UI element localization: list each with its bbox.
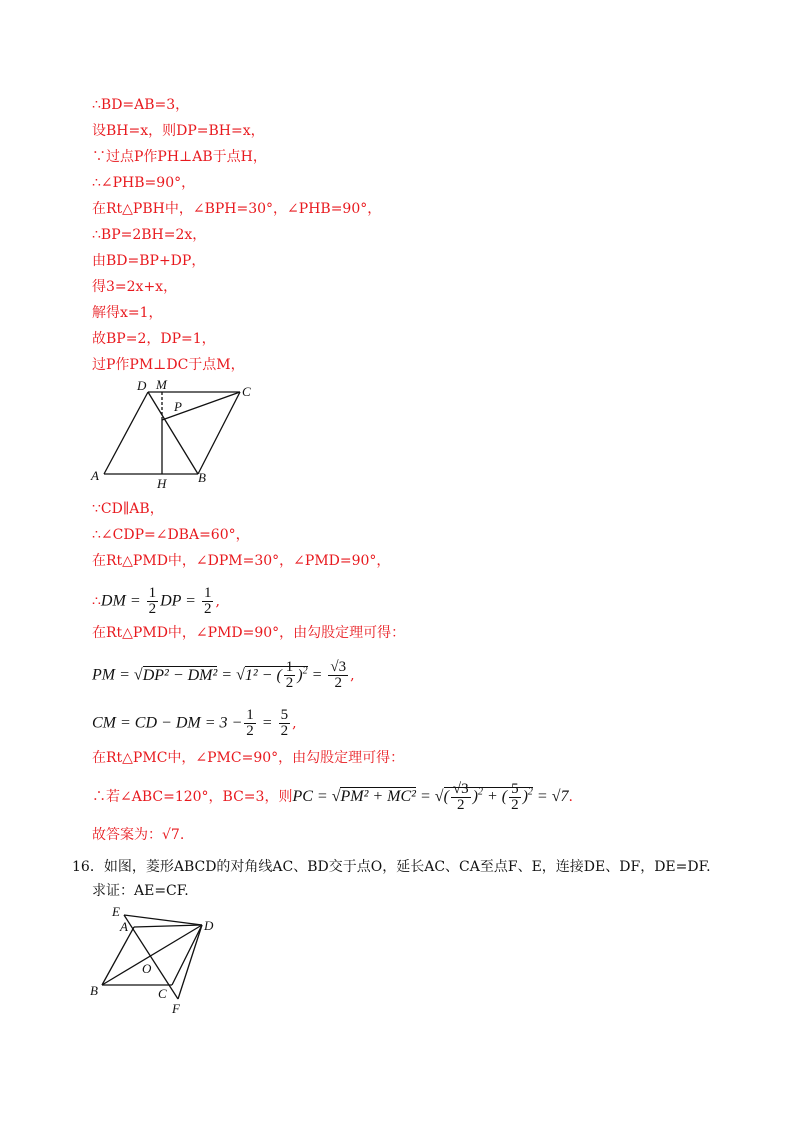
label-o: O <box>142 961 152 976</box>
solution-line: 由BD=BP+DP， <box>92 253 206 269</box>
eq-pc-lhs: PC <box>292 788 313 806</box>
segment-db <box>148 392 198 474</box>
solution-line: 在Rt△PBH中，∠BPH=30°，∠PHB=90°， <box>92 201 382 217</box>
line-pmd-pythag: 在Rt△PMD中，∠PMD=90°，由勾股定理可得： <box>92 625 406 641</box>
label-a: A <box>120 919 128 934</box>
frac-num: 1 <box>285 659 294 676</box>
eq-pm-lhs: PM <box>92 666 116 684</box>
eq-dm-mid: DP <box>160 592 182 610</box>
solution-line: ∴BD=AB=3， <box>92 97 190 113</box>
frac-num: √3 <box>330 659 347 675</box>
frac-den: 2 <box>285 675 294 692</box>
label-b: B <box>198 470 206 485</box>
eq-pc-result: √7 <box>551 788 569 806</box>
problem-statement: 如图，菱形ABCD的对角线AC、BD交于点O，延长AC、CA至点F、E，连接DE、DF，DE=DF. <box>103 859 711 875</box>
problem-16-prove: 求证：AE=CF. <box>92 883 189 899</box>
segment-ad <box>134 925 202 927</box>
solution-line: 设BH=x，则DP=BH=x， <box>92 123 265 139</box>
frac-den: 2 <box>148 601 157 617</box>
exponent: 2 <box>527 786 533 798</box>
label-c: C <box>158 986 167 1001</box>
frac-num: 1 <box>246 707 254 723</box>
solution-line: ∴BP=2BH=2x， <box>92 227 207 243</box>
solution-line: ∵过点P作PH⊥AB于点H， <box>92 149 267 165</box>
frac-den: 2 <box>511 797 519 813</box>
rhombus-figure-2 <box>86 903 222 1015</box>
solution-line: ∵CD∥AB， <box>92 501 164 517</box>
label-d: D <box>204 918 214 933</box>
therefore-symbol: ∴ <box>92 593 101 610</box>
frac-num: 1 <box>203 585 212 601</box>
eq-pc-radicand: PM² + MC² <box>340 788 416 806</box>
frac-num: 5 <box>511 781 519 797</box>
label-a: A <box>91 468 99 483</box>
frac-den: 2 <box>246 723 254 739</box>
solution-line: 过P作PM⊥DC于点M， <box>92 357 245 373</box>
eq-pm: PM = √DP² − DM² = √1² − ( $\frac{1}{2}$ )$^2$ = $\frac{√3}{2}$ , <box>92 659 355 692</box>
label-e: E <box>112 904 120 919</box>
eq-cm: CM = CD − DM = 3 − $\frac{1}{2}$ = $\frac{5}{2}$ , <box>92 707 297 739</box>
rhombus-figure-1 <box>88 378 258 490</box>
label-p: P <box>174 399 182 414</box>
label-h: H <box>157 476 167 490</box>
eq-pm-radicand: DP² − DM² <box>142 666 218 684</box>
eq-pc-prefix: ∴若∠ABC=120°，BC=3，则 <box>92 789 293 806</box>
solution-line: 故BP=2，DP=1， <box>92 331 216 347</box>
label-f: F <box>172 1001 180 1015</box>
frac-num: 5 <box>280 707 289 723</box>
eq-pm-radicand-2: 1² − ( <box>244 666 282 684</box>
segment-ba <box>102 927 134 985</box>
segment-ef <box>124 915 178 999</box>
segment-ad <box>104 392 148 474</box>
segment-fd <box>178 925 202 999</box>
eq-pc: ∴若∠ABC=120°，BC=3，则PC = √PM² + MC² = √( $\frac{√3}{2}$ )$^2$ + ( $\frac{5}{2}$ )$^2$ = √7. <box>92 781 573 813</box>
frac-num: 1 <box>148 585 157 601</box>
solution-line: ∴∠PHB=90°， <box>92 175 196 191</box>
label-b: B <box>90 983 98 998</box>
segment-ed <box>124 915 202 925</box>
solution-line: ∴∠CDP=∠DBA=60°， <box>92 527 250 543</box>
exponent: 2 <box>302 665 308 677</box>
eq-cm-text: CM = CD − DM = 3 − <box>92 714 243 732</box>
exponent: 2 <box>477 786 483 798</box>
problem-number: 16． <box>72 859 104 875</box>
line-pmc-pythag: 在Rt△PMC中，∠PMC=90°，由勾股定理可得： <box>92 750 405 766</box>
frac-den: 2 <box>280 723 289 739</box>
label-c: C <box>242 384 251 399</box>
label-m: M <box>156 378 167 392</box>
frac-den: 2 <box>334 675 343 691</box>
solution-line: 解得x=1， <box>92 305 163 321</box>
frac-den: 2 <box>457 797 465 813</box>
eq-dm-lhs: DM <box>100 592 126 610</box>
eq-dm: ∴DM = $\frac{1}{2}$ DP = $\frac{1}{2}$ , <box>92 585 220 617</box>
label-d: D <box>137 378 147 393</box>
frac-num: √3 <box>452 781 469 797</box>
solution-line: 得3=2x+x， <box>92 279 178 295</box>
problem-16-text <box>72 858 711 876</box>
solution-line: 在Rt△PMD中，∠DPM=30°，∠PMD=90°， <box>92 553 391 569</box>
frac-den: 2 <box>203 601 212 617</box>
answer-line: 故答案为：√7. <box>92 827 185 843</box>
